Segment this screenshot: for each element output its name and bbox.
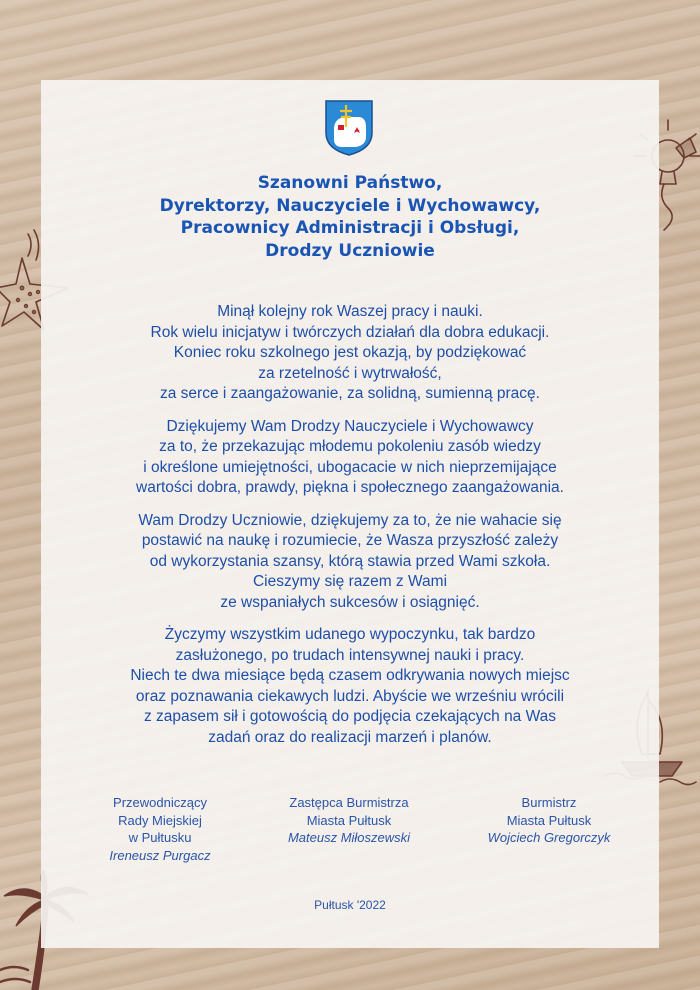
body-line: za to, że przekazując młodemu pokoleniu zasób wiedzy — [159, 438, 541, 455]
body-line: zadań oraz do realizacji marzeń i planów. — [208, 728, 492, 746]
letter-card — [41, 80, 659, 948]
body-line: Dziękujemy Wam Drodzy Nauczyciele i Wychowawcy — [166, 417, 534, 435]
body-line: ze wspaniałych sukcesów i osiągnięć. — [220, 593, 480, 611]
heading-line: Pracownicy Administracji i Obsługi, — [180, 218, 520, 238]
heading-line: Drodzy Uczniowie — [265, 240, 435, 261]
body-line: Minął kolejny rok Waszej pracy i nauki. — [217, 303, 483, 320]
signature-title-line: Miasta Pułtusk — [506, 812, 592, 828]
body-line: i określone umiejętności, ubogacacie w nich nieprzemijające — [143, 458, 557, 476]
signature-mayor — [449, 794, 649, 847]
body-line: wartości dobra, prawdy, piękna i społecznego zaangażowania. — [136, 479, 564, 496]
body-line: Wam Drodzy Uczniowie, dziękujemy za to, że nie wahacie się — [138, 511, 562, 529]
signature-title-line: w Pułtusku — [128, 830, 192, 845]
heading-line: Dyrektorzy, Nauczyciele i Wychowawcy, — [159, 195, 541, 216]
place-date: Pułtusk '2022 — [314, 898, 386, 912]
body-line: od wykorzystania szansy, którą stawia przed Wami szkoła. — [149, 552, 551, 570]
body-line: Koniec roku szkolnego jest okazją, by podziękować — [173, 344, 527, 361]
signature-name: Wojciech Gregorczyk — [487, 830, 611, 845]
body-line: oraz poznawania ciekawych ludzi. Abyście we wrześniu wrócili — [135, 687, 565, 705]
signature-deputy-mayor — [249, 794, 449, 847]
signature-title-line: Przewodniczący — [113, 795, 207, 810]
signature-name: Ireneusz Purgacz — [109, 847, 211, 863]
body-line: za serce i zaangażowanie, za solidną, sumienną pracę. — [160, 385, 540, 402]
paragraph-teachers — [41, 417, 659, 499]
body-line: z zapasem sił i gotowością do podjęcia czekających na Was — [143, 708, 557, 725]
body-line: zasłużonego, po trudach intensywnej nauki i pracy. — [175, 646, 525, 664]
paragraph-thanks-year — [41, 302, 659, 405]
greeting-heading — [41, 172, 659, 262]
body-line: Cieszymy się razem z Wami — [252, 573, 448, 590]
paragraph-students — [41, 511, 659, 614]
body-line: za rzetelność i wytrwałość, — [258, 364, 442, 382]
body-line: Życzymy wszystkim udanego wypoczynku, tak bardzo — [164, 626, 536, 643]
signature-title-line: Burmistrz — [521, 795, 577, 810]
signature-title-line: Zastępca Burmistrza — [289, 795, 409, 810]
body-line: postawić na naukę i rozumiecie, że Wasza przyszłość zależy — [141, 532, 559, 549]
signature-title-line: Rady Miejskiej — [118, 812, 202, 828]
signature-name: Mateusz Miłoszewski — [287, 830, 411, 845]
heading-line: Szanowni Państwo, — [257, 173, 443, 193]
coat-of-arms-icon — [324, 99, 374, 157]
signature-title-line: Miasta Pułtusk — [306, 812, 392, 828]
body-line: Niech te dwa miesiące będą czasem odkrywania nowych miejsc — [130, 667, 570, 684]
letter-body — [41, 302, 659, 760]
paragraph-wishes — [41, 625, 659, 748]
body-line: Rok wielu inicjatyw i twórczych działań dla dobra edukacji. — [150, 323, 550, 341]
signature-council-chairman — [60, 794, 260, 864]
